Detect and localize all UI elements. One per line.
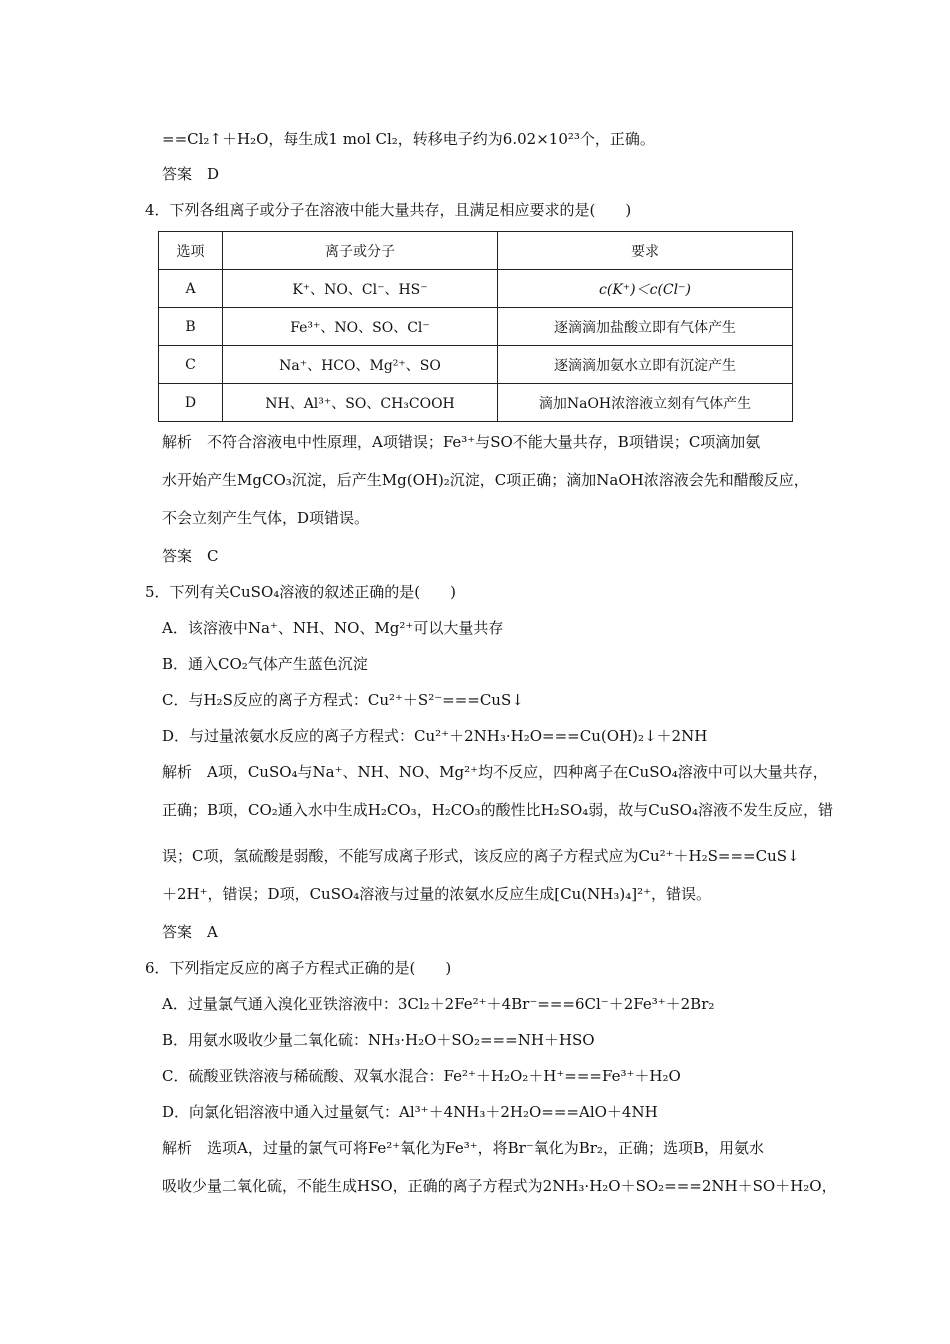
analysis-line: 正确；B项，CO₂通入水中生成H₂CO₃，H₂CO₃的酸性比H₂SO₄弱，故与CuSO₄溶液不发生反应，错 bbox=[162, 801, 833, 819]
analysis-line: 解析 选项A，过量的氯气可将Fe²⁺氧化为Fe³⁺，将Br⁻氧化为Br₂，正确；选项B，用氨水 bbox=[162, 1139, 764, 1157]
analysis-line: 解析 不符合溶液电中性原理，A项错误；Fe³⁺与SO不能大量共存，B项错误；C项滴加氨 bbox=[162, 433, 761, 451]
table-cell: A bbox=[159, 270, 223, 308]
answer-line: 答案 C bbox=[162, 547, 219, 565]
analysis-line: 解析 A项，CuSO₄与Na⁺、NH、NO、Mg²⁺均不反应，四种离子在CuSO₄溶液中可以大量共存， bbox=[162, 763, 828, 781]
table-cell: 滴加NaOH浓溶液立刻有气体产生 bbox=[498, 384, 793, 422]
table-header-row bbox=[159, 232, 793, 270]
text-line: ==Cl₂↑＋H₂O，每生成1 mol Cl₂，转移电子约为6.02×10²³个，正确。 bbox=[162, 130, 655, 148]
option-line: A．过量氯气通入溴化亚铁溶液中：3Cl₂＋2Fe²⁺＋4Br⁻===6Cl⁻＋2Fe³⁺＋2Br₂ bbox=[162, 995, 715, 1013]
table-header-cell: 离子或分子 bbox=[223, 232, 498, 270]
table-cell: c(K⁺)＜c(Cl⁻) bbox=[498, 270, 793, 308]
table-cell: NH、Al³⁺、SO、CH₃COOH bbox=[223, 384, 498, 422]
question-5-stem: 5．下列有关CuSO₄溶液的叙述正确的是( ) bbox=[145, 583, 456, 601]
option-line: C．硫酸亚铁溶液与稀硫酸、双氧水混合：Fe²⁺＋H₂O₂＋H⁺===Fe³⁺＋H₂O bbox=[162, 1067, 681, 1085]
analysis-line: 水开始产生MgCO₃沉淀，后产生Mg(OH)₂沉淀，C项正确；滴加NaOH浓溶液会先和醋酸反应， bbox=[162, 471, 809, 489]
option-line: D．与过量浓氨水反应的离子方程式：Cu²⁺＋2NH₃·H₂O===Cu(OH)₂↓＋2NH bbox=[162, 727, 708, 745]
table-row bbox=[159, 308, 793, 346]
table-header-cell: 要求 bbox=[498, 232, 793, 270]
option-line: B．用氨水吸收少量二氧化硫：NH₃·H₂O＋SO₂===NH＋HSO bbox=[162, 1031, 595, 1049]
table-header-cell: 选项 bbox=[159, 232, 223, 270]
analysis-line: 不会立刻产生气体，D项错误。 bbox=[162, 509, 370, 527]
table-row bbox=[159, 270, 793, 308]
table-cell: D bbox=[159, 384, 223, 422]
answer-line: 答案 D bbox=[162, 165, 220, 183]
option-line: D．向氯化铝溶液中通入过量氨气：Al³⁺＋4NH₃＋2H₂O===AlO＋4NH bbox=[162, 1103, 658, 1121]
table-row bbox=[159, 384, 793, 422]
answer-line: 答案 A bbox=[162, 923, 218, 941]
table-cell: C bbox=[159, 346, 223, 384]
option-line: A．该溶液中Na⁺、NH、NO、Mg²⁺可以大量共存 bbox=[162, 619, 504, 637]
question-6-stem: 6．下列指定反应的离子方程式正确的是( ) bbox=[145, 959, 452, 977]
table-row bbox=[159, 346, 793, 384]
table-cell: Fe³⁺、NO、SO、Cl⁻ bbox=[223, 308, 498, 346]
analysis-line: ＋2H⁺，错误；D项，CuSO₄溶液与过量的浓氨水反应生成[Cu(NH₃)₄]²⁺，错误。 bbox=[162, 885, 712, 903]
analysis-line: 误；C项，氢硫酸是弱酸，不能写成离子形式，该反应的离子方程式应为Cu²⁺＋H₂S===CuS↓ bbox=[162, 847, 800, 865]
option-line: C．与H₂S反应的离子方程式：Cu²⁺＋S²⁻===CuS↓ bbox=[162, 691, 524, 709]
question-4-table bbox=[158, 231, 793, 422]
option-line: B．通入CO₂气体产生蓝色沉淀 bbox=[162, 655, 368, 673]
table-cell: B bbox=[159, 308, 223, 346]
table-cell: K⁺、NO、Cl⁻、HS⁻ bbox=[223, 270, 498, 308]
analysis-line: 吸收少量二氧化硫，不能生成HSO，正确的离子方程式为2NH₃·H₂O＋SO₂===2NH＋SO＋H₂O， bbox=[162, 1177, 837, 1195]
question-4-stem: 4．下列各组离子或分子在溶液中能大量共存，且满足相应要求的是( ) bbox=[145, 201, 632, 219]
table-cell: 逐滴滴加盐酸立即有气体产生 bbox=[498, 308, 793, 346]
table-cell: 逐滴滴加氨水立即有沉淀产生 bbox=[498, 346, 793, 384]
table-cell: Na⁺、HCO、Mg²⁺、SO bbox=[223, 346, 498, 384]
